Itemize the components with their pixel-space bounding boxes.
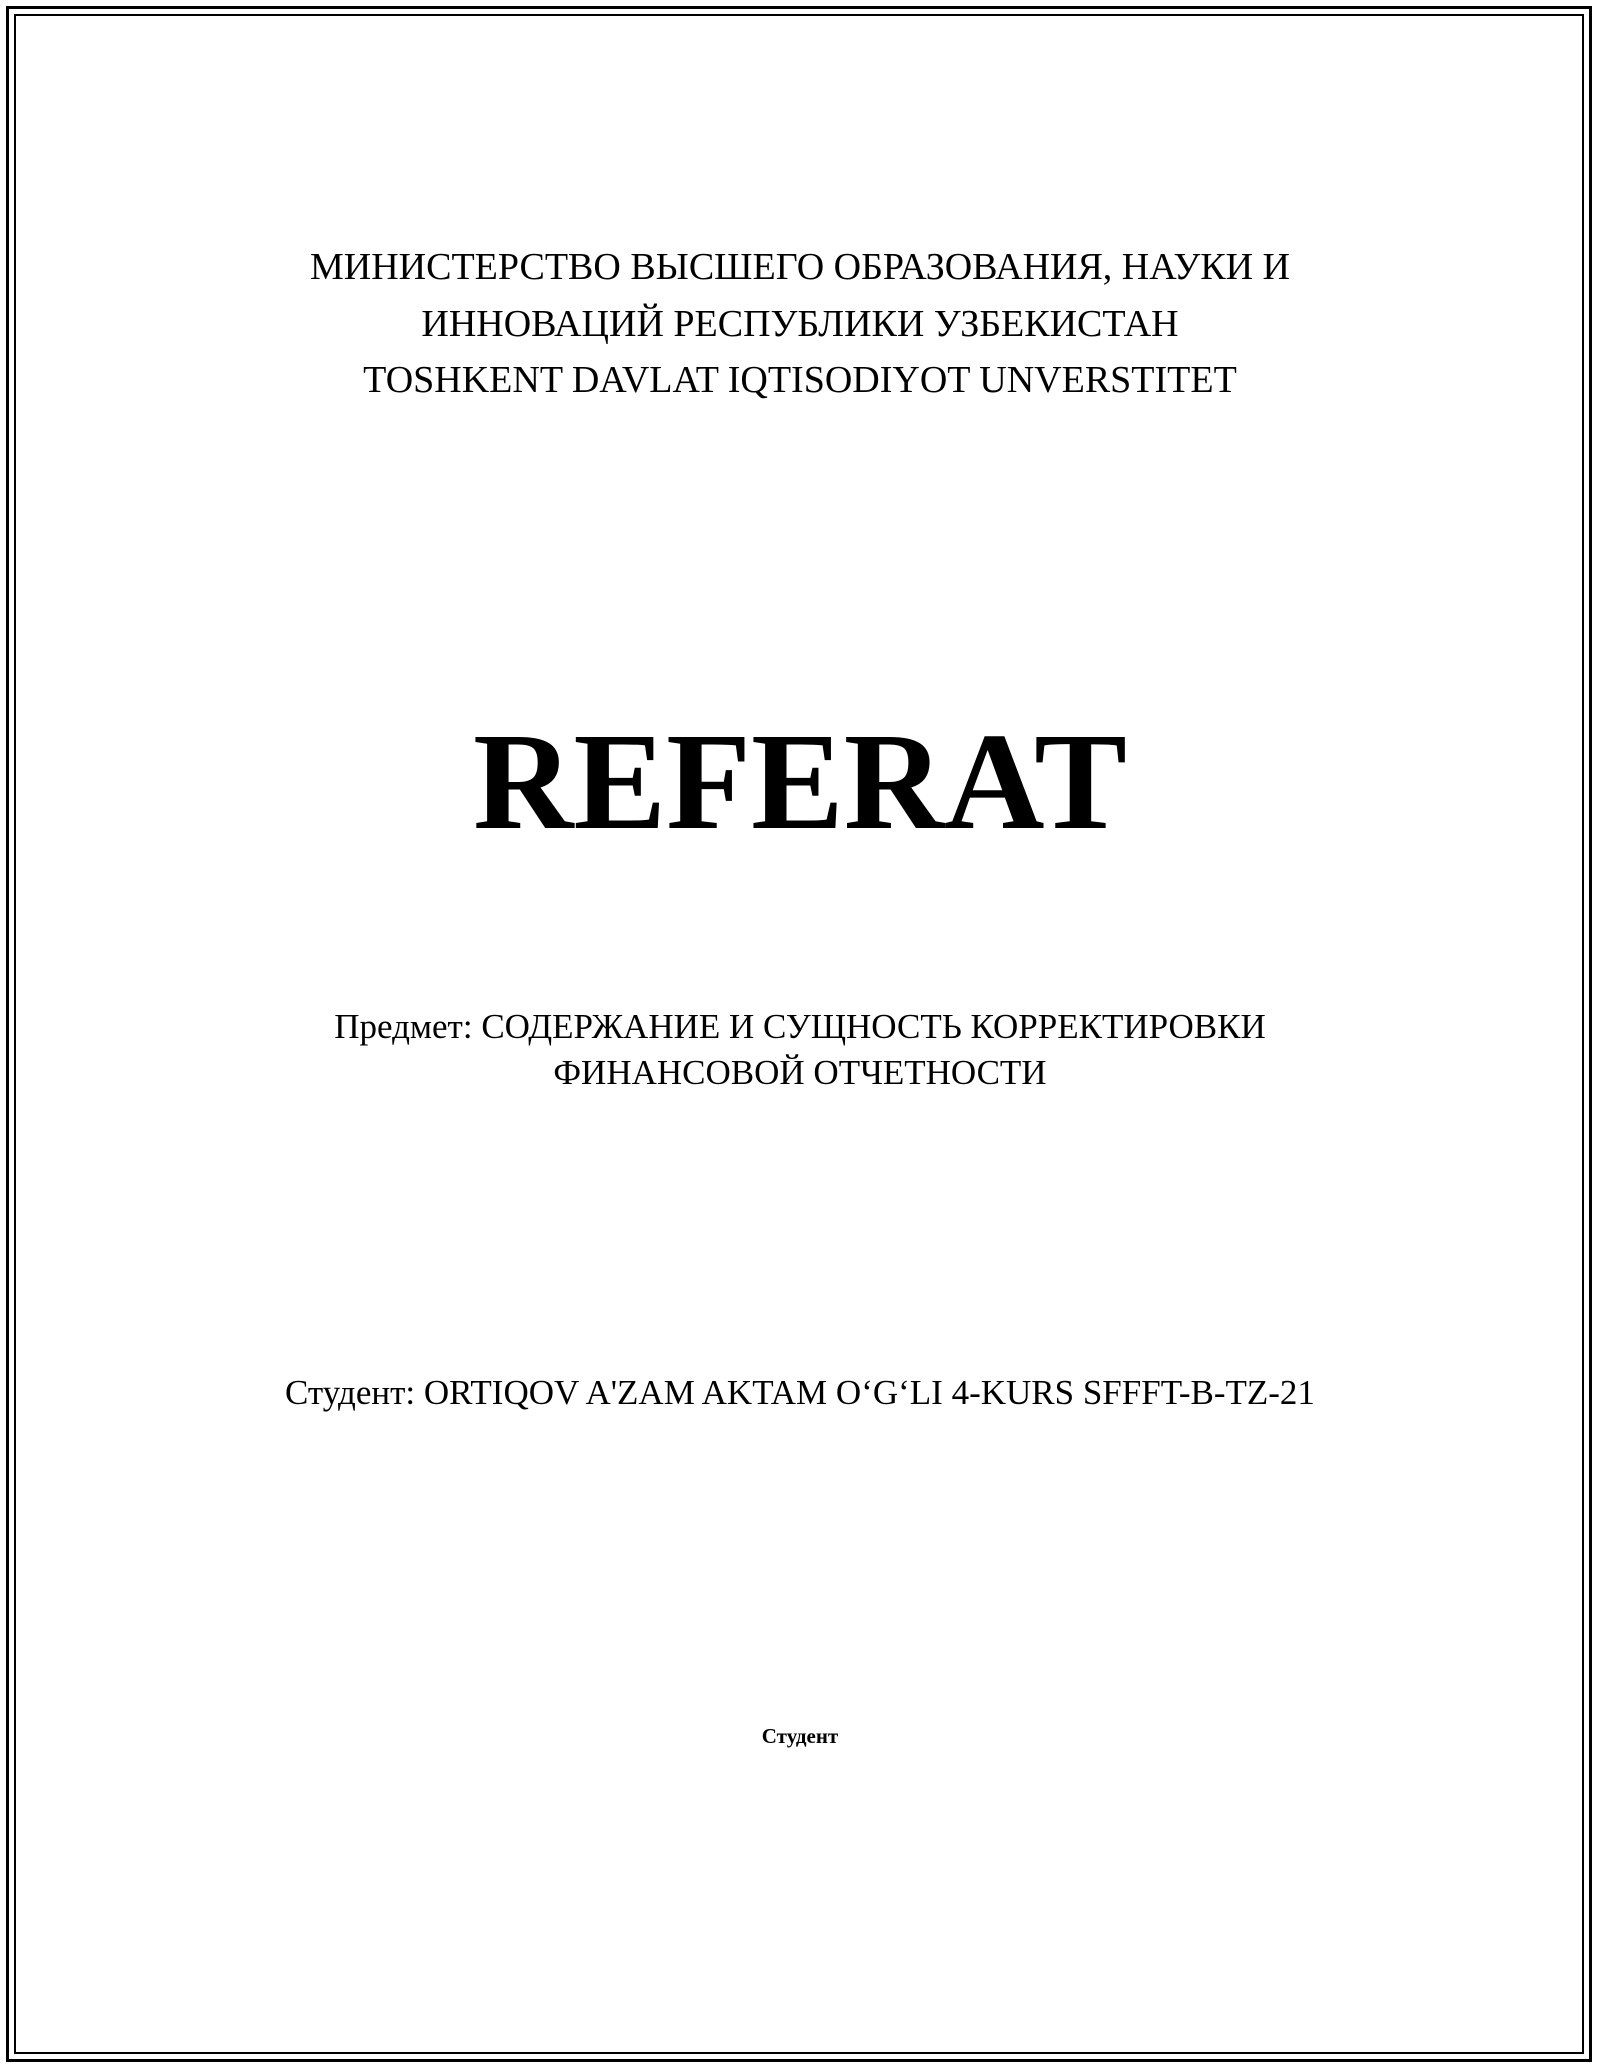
university-name: TOSHKENT DAVLAT IQTISODIYOT UNVERSTITET (363, 359, 1237, 401)
ministry-name-line-1: МИНИСТЕРСТВО ВЫСШЕГО ОБРАЗОВАНИЯ, НАУКИ И (310, 246, 1290, 288)
student-info: Студент: ORTIQOV A'ZAM AKTAM O‘G‘LI 4-KURS SFFFT-B-TZ-21 (285, 1373, 1315, 1412)
ministry-name-line-2: ИННОВАЦИЙ РЕСПУБЛИКИ УЗБЕКИСТАН (421, 303, 1179, 345)
subject-line-1: Предмет: СОДЕРЖАНИЕ И СУЩНОСТЬ КОРРЕКТИРОВКИ (334, 1007, 1266, 1046)
subject-line-2: ФИНАНСОВОЙ ОТЧЕТНОСТИ (553, 1053, 1047, 1092)
document-title: REFERAT (473, 705, 1127, 859)
student-footer-label: Студент (761, 1724, 839, 1748)
